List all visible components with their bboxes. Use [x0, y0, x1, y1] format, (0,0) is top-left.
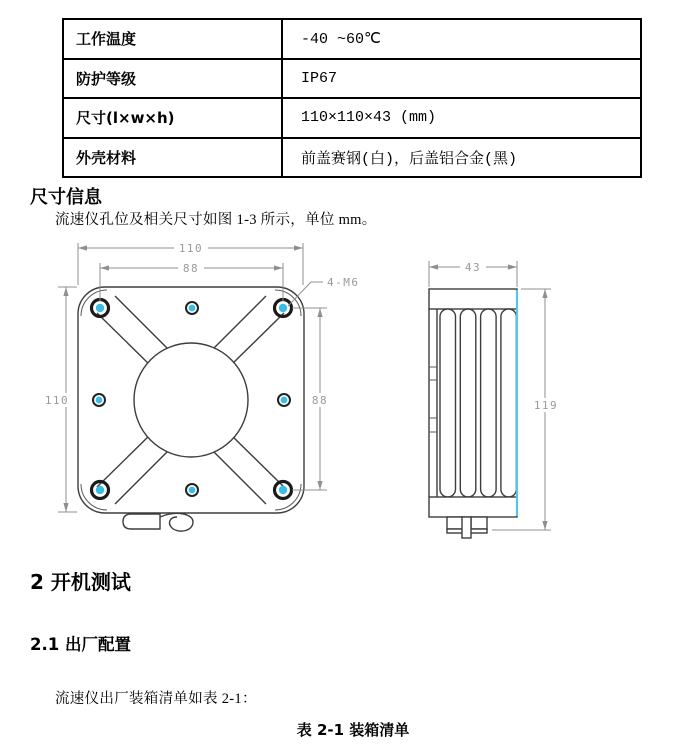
table-row — [63, 98, 641, 138]
subsection-body: 流速仪出厂装箱清单如表 2-1： — [55, 691, 257, 707]
side-view — [429, 260, 561, 538]
front-view — [42, 241, 360, 531]
spec-label: 防护等级 — [63, 59, 282, 99]
spec-value: 110×110×43 (mm) — [282, 98, 641, 138]
dim-label-side-height: 119 — [533, 399, 559, 412]
chapter-heading: 2 开机测试 — [30, 570, 131, 594]
section-body-dimensions: 流速仪孔位及相关尺寸如图 1-3 所示，单位 mm。 — [55, 212, 377, 228]
spec-label: 工作温度 — [63, 19, 282, 59]
dim-front-height — [42, 287, 77, 512]
table-caption: 表 2-1 装箱清单 — [296, 721, 410, 739]
dimension-drawing — [30, 238, 590, 558]
table-row — [63, 19, 641, 59]
subsection-heading: 2.1 出厂配置 — [30, 635, 131, 654]
dim-label-front-width: 110 — [178, 242, 204, 255]
table-row — [63, 59, 641, 99]
table-row — [63, 138, 641, 178]
cable-connector-side — [447, 517, 487, 538]
dim-side-width — [429, 260, 517, 287]
spec-value: -40 ~60℃ — [282, 19, 641, 59]
spec-value: IP67 — [282, 59, 641, 99]
dim-label-front-height: 110 — [44, 394, 70, 407]
section-heading-dimensions: 尺寸信息 — [30, 187, 102, 208]
spec-value: 前盖赛钢(白)，后盖铝合金(黑) — [282, 138, 641, 178]
spec-label: 外壳材料 — [63, 138, 282, 178]
fins — [440, 309, 516, 497]
dim-label-front-hole-spacing-v: 88 — [311, 394, 329, 407]
dim-label-side-width: 43 — [464, 261, 482, 274]
spec-table — [62, 18, 642, 178]
dim-label-holes: 4-M6 — [327, 276, 360, 289]
dim-label-front-hole-spacing-h: 88 — [182, 262, 200, 275]
cable-connector-front — [123, 513, 193, 531]
spec-label: 尺寸(l×w×h) — [63, 98, 282, 138]
center-circle — [134, 343, 248, 457]
